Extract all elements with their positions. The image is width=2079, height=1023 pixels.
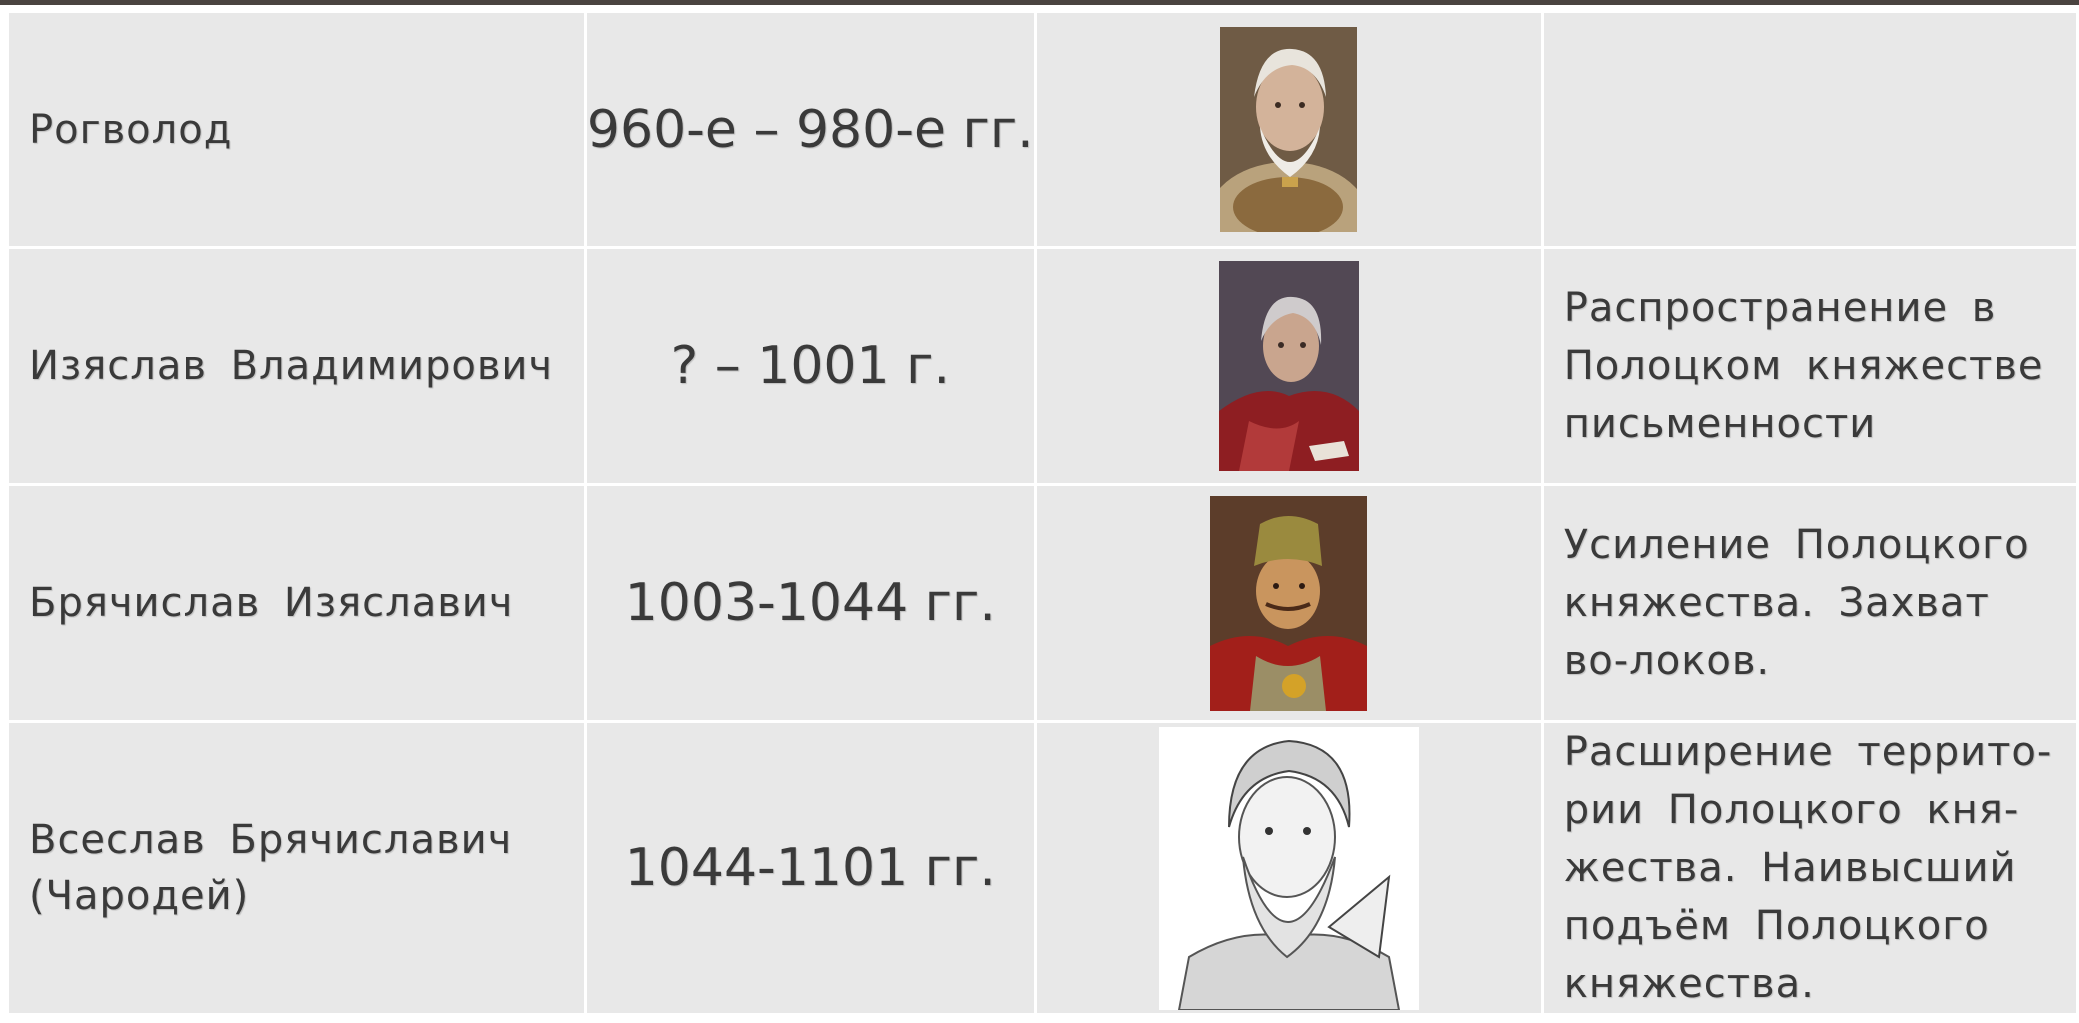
ruler-name-cell <box>9 723 584 1013</box>
table-row <box>9 13 2076 246</box>
ruler-name-cell <box>9 486 584 720</box>
ruler-years: 1044-1101 гг. <box>624 838 996 898</box>
ruler-note: Распространение в Полоцком княжестве письменности <box>1563 285 2044 447</box>
ruler-note-cell <box>1544 486 2076 720</box>
portrait-izyaslav-icon <box>1219 261 1359 471</box>
portrait-bryachislav-icon <box>1210 496 1367 711</box>
ruler-years: 1003-1044 гг. <box>624 573 996 633</box>
ruler-name: Брячислав Изяславич <box>29 580 514 626</box>
ruler-note-cell <box>1544 13 2076 246</box>
ruler-years: 960-е – 980-е гг. <box>586 99 1034 160</box>
ruler-portrait-cell <box>1037 249 1541 483</box>
ruler-name: Всеслав Брячиславич (Чародей) <box>29 817 513 919</box>
ruler-years-cell <box>587 13 1034 246</box>
ruler-name-cell <box>9 13 584 246</box>
table-row <box>9 486 2076 720</box>
table-row <box>9 723 2076 1013</box>
ruler-years: ? – 1001 г. <box>670 336 950 396</box>
ruler-note: Усиление Полоцкого княжества. Захват во-локов. <box>1563 522 2030 684</box>
ruler-years-cell <box>587 249 1034 483</box>
ruler-name-cell <box>9 249 584 483</box>
top-bar <box>0 0 2079 5</box>
ruler-note-cell <box>1544 249 2076 483</box>
table-row <box>9 249 2076 483</box>
ruler-name: Изяслав Владимирович <box>29 343 554 389</box>
rulers-table <box>6 10 2079 1016</box>
ruler-portrait-cell <box>1037 486 1541 720</box>
portrait-rogvolod-icon <box>1220 27 1357 232</box>
ruler-years-cell <box>587 723 1034 1013</box>
ruler-years-cell <box>587 486 1034 720</box>
ruler-note: Расширение террито-рии Полоцкого кня-жества. Наивысший подъём Полоцкого княжества. <box>1563 729 2053 1007</box>
ruler-portrait-cell <box>1037 723 1541 1013</box>
ruler-name: Рогволод <box>29 106 233 153</box>
ruler-note-cell <box>1544 723 2076 1013</box>
portrait-vseslav-icon <box>1159 727 1419 1010</box>
ruler-portrait-cell <box>1037 13 1541 246</box>
